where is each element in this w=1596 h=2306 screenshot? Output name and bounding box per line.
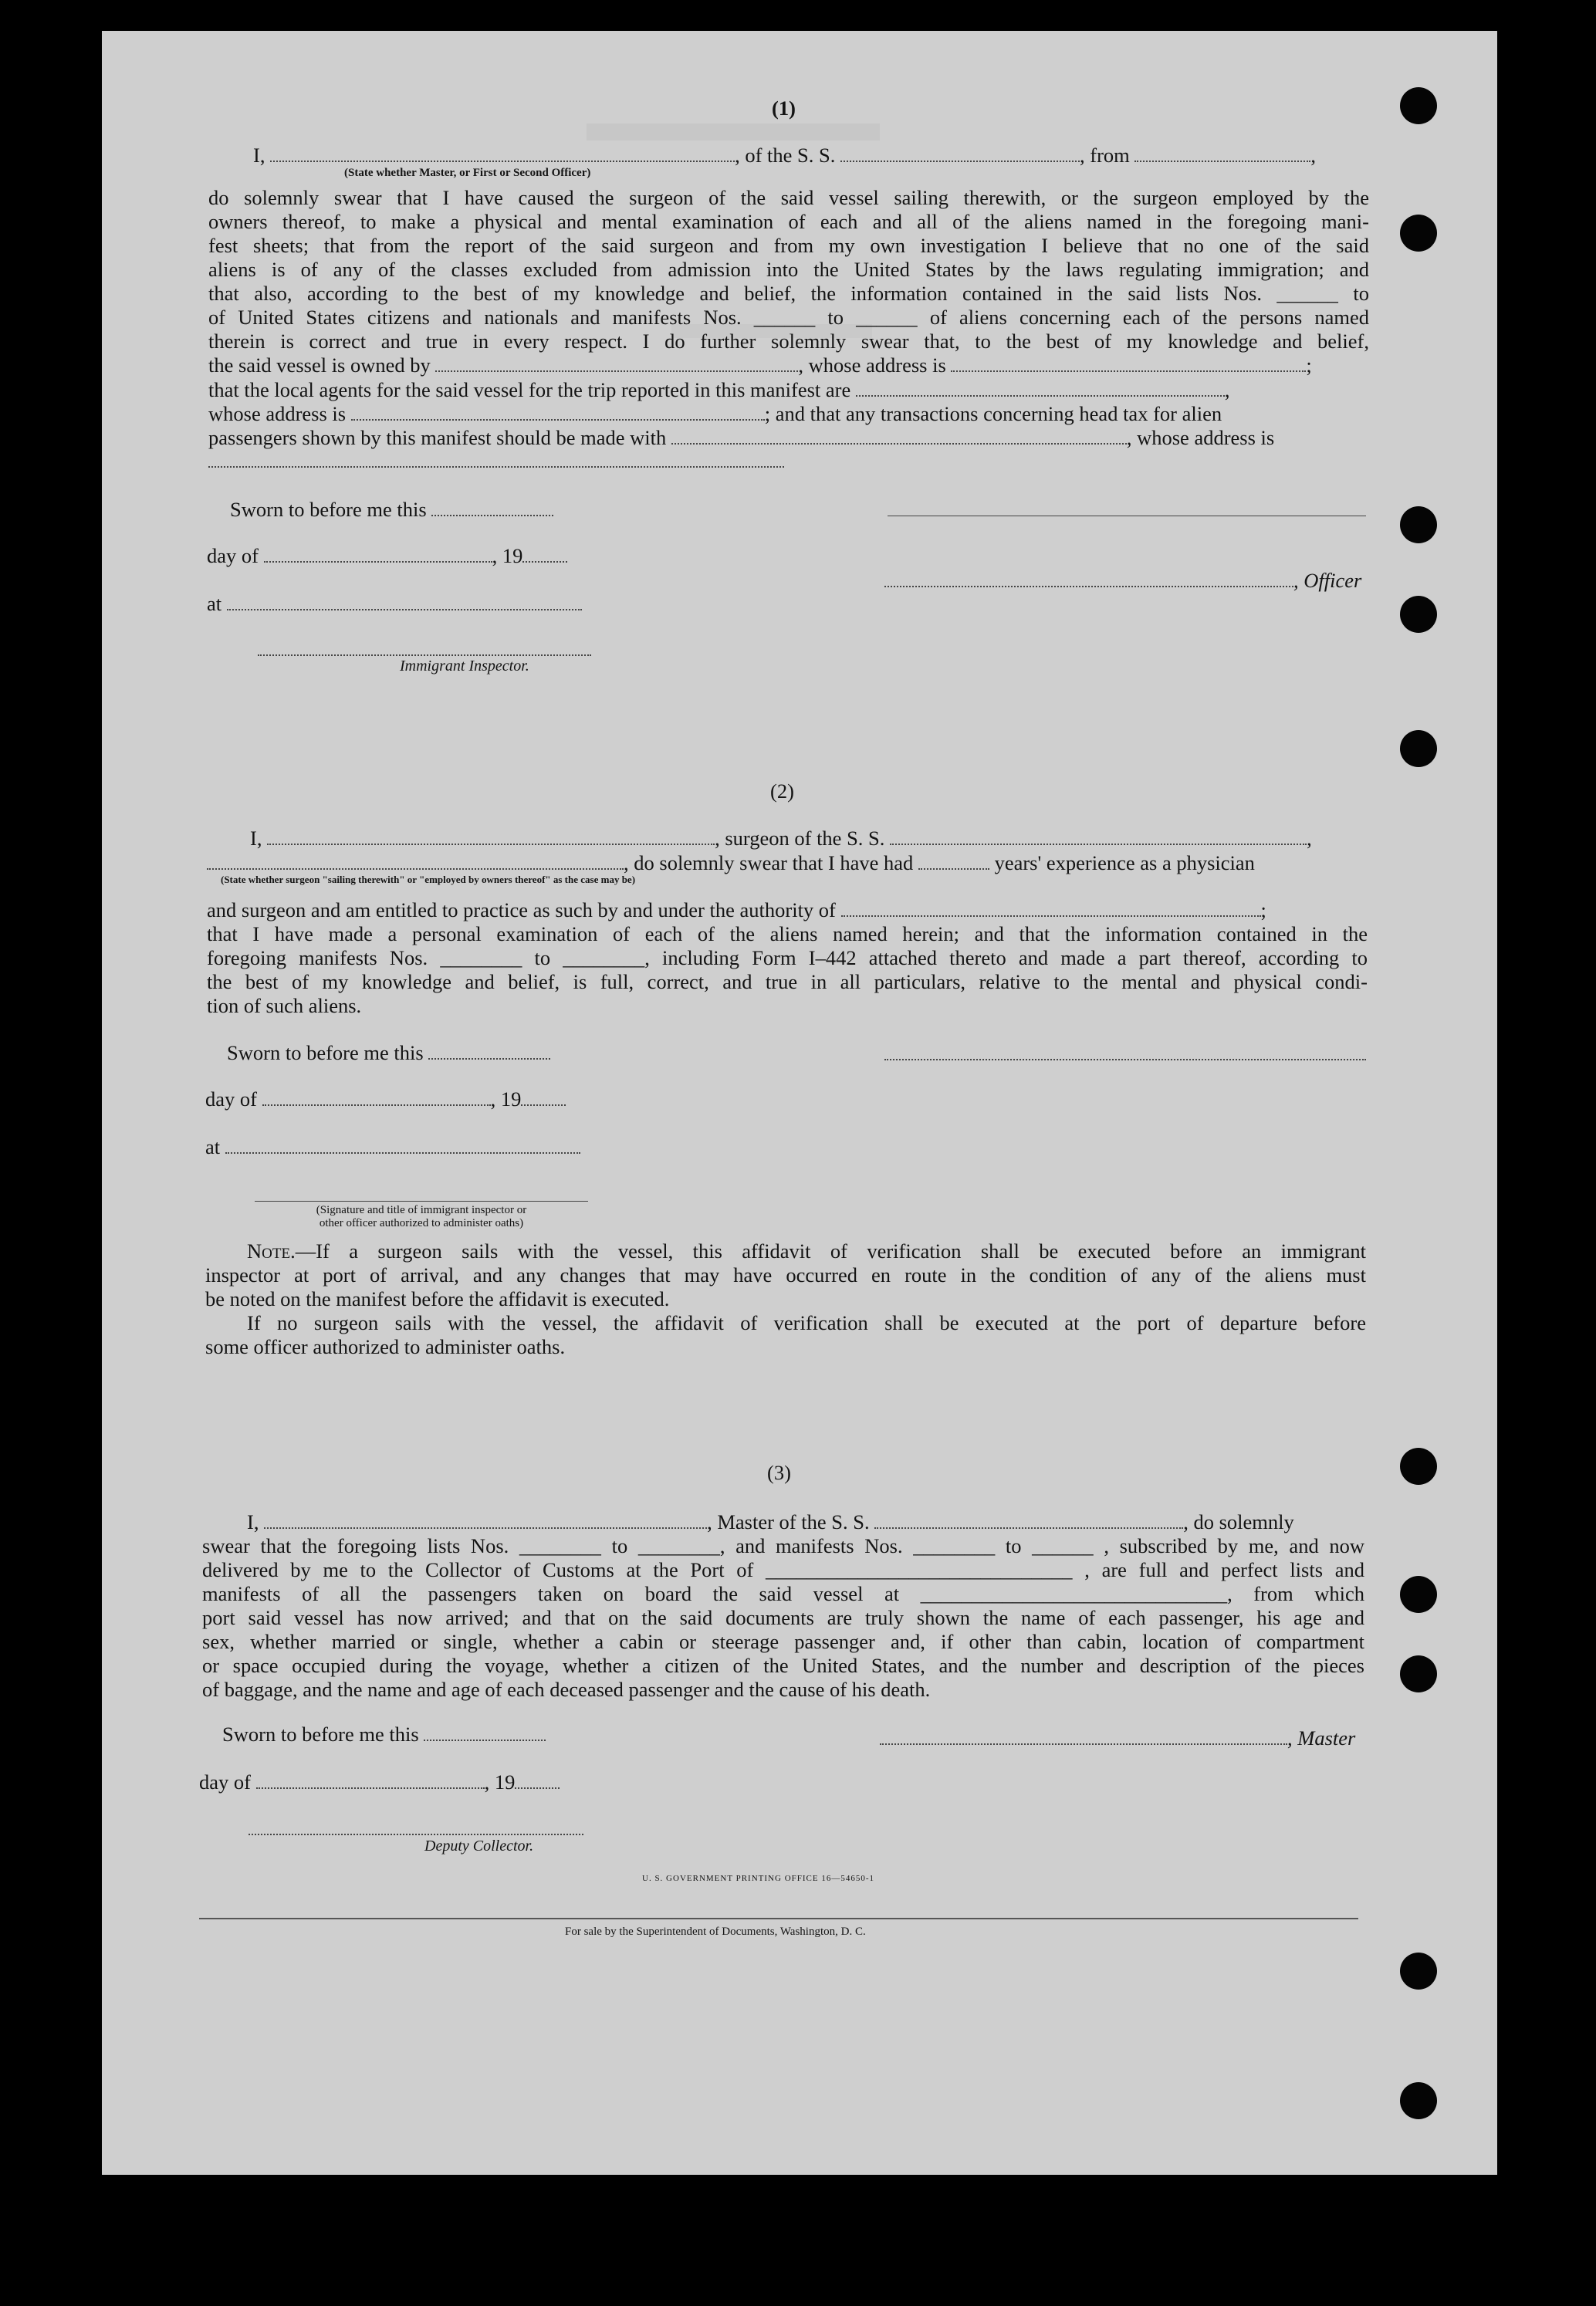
inspector-signature-field[interactable] xyxy=(258,654,591,656)
year-field[interactable] xyxy=(521,1089,566,1106)
officer-title-field[interactable] xyxy=(884,570,1293,587)
punch-hole xyxy=(1400,730,1437,767)
address-continuation-field[interactable] xyxy=(208,466,784,468)
place-field[interactable] xyxy=(227,593,582,610)
passengers-label: passengers shown by this manifest should be made with xyxy=(208,426,667,449)
paragraph-line: that I have made a personal examination of each of the aliens named herein; and that the information contained in the xyxy=(207,922,1368,945)
master-signature-line xyxy=(880,1726,1355,1750)
sworn-day-field[interactable] xyxy=(424,1724,546,1741)
at-line xyxy=(207,592,582,616)
paragraph-line: port said vessel has now arrived; and that on the said documents are truly shown the name of each passenger, his age and xyxy=(202,1606,1364,1629)
master-signature-field[interactable] xyxy=(880,1728,1287,1745)
note-line: inspector at port of arrival, and any changes that may have occurred en route in the condition of any of the aliens must xyxy=(205,1263,1366,1287)
punch-hole xyxy=(1400,1655,1437,1692)
section-2-paragraph xyxy=(207,922,1368,1018)
section-2-number: (2) xyxy=(770,779,794,803)
whose-address-label: , whose address is xyxy=(798,353,946,377)
paragraph-line: foregoing manifests Nos. ________ to ________, including Form I–442 attached thereto and made a part thereof, according to xyxy=(207,946,1368,969)
authority-field[interactable] xyxy=(841,900,1261,917)
vessel-name-field[interactable] xyxy=(874,1512,1183,1529)
paragraph-line: owners thereof, to make a physical and mental examination of each and all of the aliens named in the foregoing mani- xyxy=(208,210,1369,233)
signature-caption-line: (Signature and title of immigrant inspector or xyxy=(316,1204,527,1216)
port-from-field[interactable] xyxy=(1134,145,1310,162)
owner-address-field[interactable] xyxy=(951,355,1306,372)
paragraph-line: of baggage, and the name and age of each deceased passenger and the cause of his death. xyxy=(202,1678,931,1701)
bleed-through-mark xyxy=(587,123,880,140)
surgeon-signature-field[interactable] xyxy=(884,1059,1366,1060)
paragraph-line: or space occupied during the voyage, whether a citizen of the United States, and the number and description of the pieces xyxy=(202,1654,1364,1677)
paragraph-line: sex, whether married or single, whether a cabin or steerage passenger and, if other than cabin, location of compartment xyxy=(202,1630,1364,1653)
year-field[interactable] xyxy=(515,1772,560,1789)
deputy-collector-label: Deputy Collector. xyxy=(424,1838,534,1855)
officer-caption: (State whether Master, or First or Second Officer) xyxy=(344,167,591,179)
sworn-text: Sworn to before me this xyxy=(227,1041,424,1064)
paragraph-line: aliens is of any of the classes excluded from admission into the United States by the laws regulating immigration; and xyxy=(208,258,1369,281)
at-label: at xyxy=(205,1135,221,1158)
day-of-line xyxy=(199,1770,560,1794)
paragraph-line: the best of my knowledge and belief, is full, correct, and true in all particulars, relative to the mental and physical condi- xyxy=(207,970,1368,993)
of-the-ss-label: , of the S. S. xyxy=(735,144,836,167)
day-of-line xyxy=(205,1087,566,1111)
paragraph-line: tion of such aliens. xyxy=(207,994,362,1017)
punch-hole xyxy=(1400,1576,1437,1613)
day-of-label: day of xyxy=(199,1770,251,1794)
inspector-signature-field[interactable] xyxy=(255,1201,588,1202)
sworn-text: Sworn to before me this xyxy=(222,1723,419,1746)
day-of-label: day of xyxy=(207,544,259,567)
punch-hole xyxy=(1400,2082,1437,2119)
section-1-number: (1) xyxy=(772,96,796,120)
master-signature-label: , Master xyxy=(1287,1726,1356,1750)
surgeon-caption: (State whether surgeon "sailing therewith" or "employed by owners thereof" as the case may be) xyxy=(221,874,636,885)
surgeon-status-field[interactable] xyxy=(207,853,624,870)
paragraph-line: manifests of all the passengers taken on board the said vessel at ______________________________, from which xyxy=(202,1582,1364,1605)
note-paragraph xyxy=(205,1239,1366,1359)
master-label: , Master of the S. S. xyxy=(707,1510,870,1533)
at-line xyxy=(205,1135,580,1159)
years-text: , do solemnly swear that I have had xyxy=(624,851,914,874)
section-1-paragraph xyxy=(208,186,1369,353)
immigrant-inspector-label: Immigrant Inspector. xyxy=(400,658,529,675)
sworn-label xyxy=(222,1723,546,1746)
owned-by-label: the said vessel is owned by xyxy=(208,353,431,377)
vessel-name-field[interactable] xyxy=(890,828,1307,845)
master-name-field[interactable] xyxy=(264,1512,707,1529)
authority-label: and surgeon and am entitled to practice as such by and under the authority of xyxy=(207,898,836,921)
punch-hole xyxy=(1400,87,1437,124)
paragraph-line: therein is correct and true in every respect. I do further solemnly swear that, to the best of my knowledge and belief, xyxy=(208,330,1369,353)
surgeon-label: , surgeon of the S. S. xyxy=(715,827,885,850)
year-field[interactable] xyxy=(522,546,567,563)
month-field[interactable] xyxy=(262,1089,491,1106)
agents-address-field[interactable] xyxy=(351,404,765,421)
sworn-label xyxy=(230,498,553,522)
day-of-label: day of xyxy=(205,1087,257,1111)
semicolon: ; xyxy=(1306,353,1312,377)
owner-field[interactable] xyxy=(435,355,798,372)
deputy-collector-signature-field[interactable] xyxy=(249,1834,583,1835)
officer-name-field[interactable] xyxy=(270,145,735,162)
solemnly-text: , do solemnly xyxy=(1183,1510,1294,1533)
year-label: , 19 xyxy=(492,544,523,567)
authority-line xyxy=(207,898,1266,922)
head-tax-party-field[interactable] xyxy=(671,428,1127,445)
comma: , xyxy=(1310,144,1317,167)
comma: , xyxy=(1307,827,1312,850)
paragraph-line: that also, according to the best of my knowledge and belief, the information contained in the said lists Nos. ______ to xyxy=(208,282,1369,305)
head-tax-text: ; and that any transactions concerning head tax for alien xyxy=(764,402,1222,425)
note-line: If no surgeon sails with the vessel, the affidavit of verification shall be executed at the port of departure before xyxy=(247,1311,1366,1334)
punch-hole xyxy=(1400,1448,1437,1485)
punch-hole xyxy=(1400,596,1437,633)
sworn-label xyxy=(227,1041,550,1065)
section-2-i: I, xyxy=(250,827,262,850)
officer-label: , Officer xyxy=(1293,569,1362,592)
owned-by-line xyxy=(208,353,1312,377)
note-line: be noted on the manifest before the affidavit is executed. xyxy=(205,1287,670,1310)
section-3-number: (3) xyxy=(767,1461,791,1484)
year-label: , 19 xyxy=(490,1087,522,1111)
sworn-day-field[interactable] xyxy=(431,499,553,516)
paragraph-line: swear that the foregoing lists Nos. ________ to ________, and manifests Nos. ________ to ______ , subscribed by me, and now xyxy=(202,1534,1364,1557)
vessel-name-field[interactable] xyxy=(840,145,1080,162)
agents-label: that the local agents for the said vessel for the trip reported in this manifest are xyxy=(208,378,851,401)
section-3-line-1 xyxy=(247,1510,1294,1534)
year-label: , 19 xyxy=(484,1770,516,1794)
from-label: , from xyxy=(1080,144,1130,167)
signature-caption xyxy=(255,1204,588,1230)
signature-caption-line: other officer authorized to administer oaths) xyxy=(319,1217,524,1229)
section-1-line-1 xyxy=(253,144,1316,167)
note-line xyxy=(205,1239,1366,1263)
paragraph-line: fest sheets; that from the report of the said surgeon and from my own investigation I believe that no one of the said xyxy=(208,234,1369,257)
whose-address-label: , whose address is xyxy=(1126,426,1275,449)
punch-hole xyxy=(1400,215,1437,252)
comma: , xyxy=(1224,378,1230,401)
paragraph-line: delivered by me to the Collector of Customs at the Port of ______________________________ , are full and perfect lists and xyxy=(202,1558,1364,1581)
at-label: at xyxy=(207,592,222,615)
section-2-line-2 xyxy=(207,851,1255,875)
sworn-text: Sworn to before me this xyxy=(230,498,427,521)
section-1-i: I, xyxy=(253,144,265,167)
section-2-line-1 xyxy=(250,827,1312,850)
officer-line xyxy=(884,569,1361,593)
paragraph-line: of United States citizens and nationals and manifests Nos. ______ to ______ of aliens concerning each of the persons named xyxy=(208,306,1369,329)
gpo-imprint: U. S. GOVERNMENT PRINTING OFFICE 16—54650-1 xyxy=(642,1874,875,1883)
footer-rule xyxy=(199,1918,1358,1919)
place-field[interactable] xyxy=(225,1137,580,1154)
agents-line xyxy=(208,378,1230,402)
month-field[interactable] xyxy=(264,546,492,563)
note-label: Note. xyxy=(247,1239,296,1263)
sworn-day-field[interactable] xyxy=(428,1043,550,1060)
note-text: —If a surgeon sails with the vessel, this affidavit of verification shall be executed before an immigrant xyxy=(295,1239,1366,1263)
section-3-i: I, xyxy=(247,1510,259,1533)
month-field[interactable] xyxy=(256,1772,485,1789)
punch-hole xyxy=(1400,1953,1437,1990)
agents-field[interactable] xyxy=(856,380,1225,397)
paragraph-line: do solemnly swear that I have caused the surgeon of the said vessel sailing therewith, or the surgeon employed by the xyxy=(208,186,1369,209)
physician-text: years' experience as a physician xyxy=(994,851,1255,874)
punch-hole xyxy=(1400,506,1437,543)
section-3-paragraph xyxy=(202,1534,1364,1702)
for-sale-note: For sale by the Superintendent of Documents, Washington, D. C. xyxy=(565,1926,866,1938)
years-experience-field[interactable] xyxy=(918,853,989,870)
note-line: some officer authorized to administer oaths. xyxy=(205,1335,566,1358)
passengers-line xyxy=(208,426,1274,450)
semicolon: ; xyxy=(1260,898,1266,921)
agents-address-line xyxy=(208,402,1222,426)
whose-address-label: whose address is xyxy=(208,402,347,425)
day-of-line xyxy=(207,544,567,568)
surgeon-name-field[interactable] xyxy=(267,828,715,845)
